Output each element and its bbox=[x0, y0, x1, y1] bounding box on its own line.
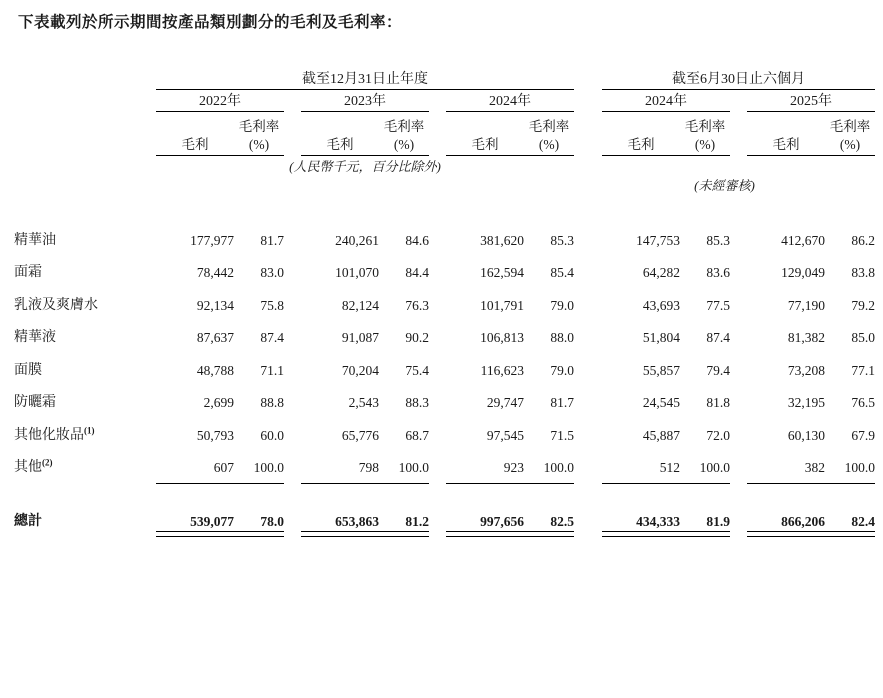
margin-label-line1: 毛利率 bbox=[684, 119, 726, 134]
cell-margin-2024: 79.0 bbox=[550, 362, 574, 378]
sub-header-margin-2024-interim bbox=[680, 118, 730, 154]
sub-header-gp-2024: 毛利 bbox=[471, 137, 499, 153]
table-row bbox=[14, 411, 875, 444]
cell-margin-2025-interim: 76.5 bbox=[851, 395, 875, 411]
cell-gp-2024: 116,623 bbox=[480, 362, 524, 378]
year-header-2022: 2022年 bbox=[199, 94, 241, 109]
cell-gp-2025-interim: 129,049 bbox=[781, 265, 825, 281]
cell-gp-2022: 78,442 bbox=[196, 265, 234, 281]
cell-gp-2022: 48,788 bbox=[196, 362, 234, 378]
unit-note: (人民幣千元，百分比除外) bbox=[289, 159, 441, 175]
cell-gp-2024-interim: 147,753 bbox=[636, 232, 680, 248]
year-header-2024: 2024年 bbox=[489, 94, 531, 109]
cell-margin-2023: 84.4 bbox=[405, 265, 429, 281]
cell-margin-2024: 88.0 bbox=[550, 330, 574, 346]
cell-margin-2024: 79.0 bbox=[550, 297, 574, 313]
cell-margin-2025-interim: 67.9 bbox=[851, 427, 875, 443]
cell-gp-2025-interim: 412,670 bbox=[781, 232, 825, 248]
cell-gp-2023: 240,261 bbox=[335, 232, 379, 248]
cell-margin-2023: 76.3 bbox=[405, 297, 429, 313]
row-label: 面膜 bbox=[14, 362, 42, 378]
row-label: 精華液 bbox=[14, 330, 56, 346]
cell-margin-2023: 100.0 bbox=[398, 460, 429, 476]
cell-gp-2022: 607 bbox=[213, 460, 234, 476]
year-header-row bbox=[14, 90, 875, 111]
table-row bbox=[14, 216, 875, 249]
sub-header-gp-2022: 毛利 bbox=[181, 137, 209, 153]
cell-gp-2023: 798 bbox=[358, 460, 379, 476]
unaudited-note: (未經審核) bbox=[694, 178, 755, 194]
cell-gp-2025-interim: 32,195 bbox=[787, 395, 825, 411]
sub-header-gp-2023: 毛利 bbox=[326, 137, 354, 153]
total-bottom-rule-row-3 bbox=[14, 535, 875, 537]
cell-gp-2024: 162,594 bbox=[480, 265, 524, 281]
cell-gp-2022: 50,793 bbox=[196, 427, 234, 443]
row-label: 其他化妝品$^{(1)}$ bbox=[14, 425, 95, 443]
rule-bottom2-gp-2023 bbox=[301, 535, 379, 537]
group-header-annual: 截至12月31日止年度 bbox=[302, 72, 428, 87]
cell-gp-2023: 101,070 bbox=[335, 265, 379, 281]
cell-gp-2023: 65,776 bbox=[341, 427, 379, 443]
cell-gp-2022: 2,699 bbox=[203, 395, 234, 411]
cell-gp-2024-interim: 55,857 bbox=[642, 362, 680, 378]
cell-gp-2024-interim: 45,887 bbox=[642, 427, 680, 443]
cell-gp-2023: 2,543 bbox=[348, 395, 379, 411]
group-header-row bbox=[14, 68, 875, 88]
cell-gp-2022: 92,134 bbox=[196, 297, 234, 313]
rule-bottom2-margin-2023 bbox=[379, 535, 429, 537]
cell-margin-2023: 84.6 bbox=[405, 232, 429, 248]
rule-bottom2-gp-2022 bbox=[156, 535, 234, 537]
total-margin-2023: 81.2 bbox=[405, 514, 429, 530]
rule-bottom2-margin-2024-interim bbox=[680, 535, 730, 537]
cell-gp-2024: 106,813 bbox=[480, 330, 524, 346]
row-label: 乳液及爽膚水 bbox=[14, 297, 98, 313]
table-row bbox=[14, 314, 875, 347]
margin-label-line1: 毛利率 bbox=[829, 119, 871, 134]
total-gp-2023: 653,863 bbox=[335, 514, 379, 530]
sub-header-row bbox=[14, 118, 875, 154]
table-row bbox=[14, 444, 875, 477]
group-header-interim: 截至6月30日止六個月 bbox=[672, 72, 805, 87]
cell-margin-2024: 81.7 bbox=[550, 395, 574, 411]
margin-label-line2: (%) bbox=[248, 137, 270, 153]
cell-margin-2025-interim: 85.0 bbox=[851, 330, 875, 346]
year-header-2025-interim: 2025年 bbox=[790, 94, 832, 109]
margin-label-line1: 毛利率 bbox=[383, 119, 425, 134]
table-row bbox=[14, 346, 875, 379]
margin-label-line2: (%) bbox=[694, 137, 716, 153]
spacer bbox=[14, 194, 875, 216]
row-label: 精華油 bbox=[14, 232, 56, 248]
cell-margin-2024-interim: 85.3 bbox=[706, 232, 730, 248]
cell-margin-2025-interim: 79.2 bbox=[851, 297, 875, 313]
cell-margin-2022: 60.0 bbox=[260, 427, 284, 443]
sub-header-gp-2025-interim: 毛利 bbox=[772, 137, 800, 153]
spacer bbox=[14, 484, 875, 497]
rule-bottom2-margin-2022 bbox=[234, 535, 284, 537]
cell-gp-2024-interim: 51,804 bbox=[642, 330, 680, 346]
cell-margin-2022: 75.8 bbox=[260, 297, 284, 313]
cell-gp-2024: 97,545 bbox=[486, 427, 524, 443]
total-margin-2025-interim: 82.4 bbox=[851, 514, 875, 530]
total-gp-2024: 997,656 bbox=[480, 514, 524, 530]
cell-gp-2023: 91,087 bbox=[341, 330, 379, 346]
rule-bottom2-gp-2025-interim bbox=[747, 535, 825, 537]
row-label: 面霜 bbox=[14, 265, 42, 281]
total-margin-2024-interim: 81.9 bbox=[706, 514, 730, 530]
total-margin-2022: 78.0 bbox=[260, 514, 284, 530]
rule-bottom2-gp-2024 bbox=[446, 535, 524, 537]
margin-label-line1: 毛利率 bbox=[528, 119, 570, 134]
rule-bottom2-gp-2024-interim bbox=[602, 535, 680, 537]
cell-margin-2023: 75.4 bbox=[405, 362, 429, 378]
cell-margin-2022: 87.4 bbox=[260, 330, 284, 346]
cell-margin-2022: 81.7 bbox=[260, 232, 284, 248]
margin-label-line2: (%) bbox=[839, 137, 861, 153]
unit-note-row bbox=[14, 156, 875, 176]
cell-gp-2024: 101,791 bbox=[480, 297, 524, 313]
cell-gp-2024-interim: 64,282 bbox=[642, 265, 680, 281]
cell-margin-2022: 100.0 bbox=[253, 460, 284, 476]
sub-header-gp-2024-interim: 毛利 bbox=[627, 137, 655, 153]
cell-gp-2023: 82,124 bbox=[341, 297, 379, 313]
sub-header-margin-2023 bbox=[379, 118, 429, 154]
cell-margin-2022: 83.0 bbox=[260, 265, 284, 281]
cell-gp-2025-interim: 382 bbox=[804, 460, 825, 476]
table-row bbox=[14, 379, 875, 412]
cell-gp-2024: 923 bbox=[503, 460, 524, 476]
cell-margin-2024: 100.0 bbox=[543, 460, 574, 476]
cell-margin-2024: 71.5 bbox=[550, 427, 574, 443]
cell-gp-2024-interim: 24,545 bbox=[642, 395, 680, 411]
cell-margin-2024-interim: 81.8 bbox=[706, 395, 730, 411]
cell-margin-2023: 88.3 bbox=[405, 395, 429, 411]
intro-paragraph: 下表載列於所示期間按產品類別劃分的毛利及毛利率： bbox=[18, 14, 403, 31]
cell-margin-2023: 90.2 bbox=[405, 330, 429, 346]
cell-gp-2023: 70,204 bbox=[341, 362, 379, 378]
cell-gp-2022: 87,637 bbox=[196, 330, 234, 346]
cell-gp-2022: 177,977 bbox=[190, 232, 234, 248]
cell-margin-2025-interim: 100.0 bbox=[844, 460, 875, 476]
margin-label-line2: (%) bbox=[538, 137, 560, 153]
total-margin-2024: 82.5 bbox=[550, 514, 574, 530]
total-label: 總計 bbox=[14, 514, 42, 530]
total-gp-2024-interim: 434,333 bbox=[636, 514, 680, 530]
total-gp-2025-interim: 866,206 bbox=[781, 514, 825, 530]
cell-gp-2024: 381,620 bbox=[480, 232, 524, 248]
sub-header-margin-2022 bbox=[234, 118, 284, 154]
cell-margin-2024-interim: 87.4 bbox=[706, 330, 730, 346]
unaudited-note-row bbox=[14, 175, 875, 194]
table-row bbox=[14, 249, 875, 282]
cell-margin-2024-interim: 77.5 bbox=[706, 297, 730, 313]
cell-margin-2024: 85.3 bbox=[550, 232, 574, 248]
table-total-row bbox=[14, 496, 875, 530]
sub-header-margin-2025-interim bbox=[825, 118, 875, 154]
cell-margin-2022: 71.1 bbox=[260, 362, 284, 378]
cell-gp-2025-interim: 60,130 bbox=[787, 427, 825, 443]
rule-bottom2-margin-2025-interim bbox=[825, 535, 875, 537]
cell-gp-2024-interim: 43,693 bbox=[642, 297, 680, 313]
cell-margin-2024: 85.4 bbox=[550, 265, 574, 281]
cell-margin-2025-interim: 83.8 bbox=[851, 265, 875, 281]
cell-gp-2024: 29,747 bbox=[486, 395, 524, 411]
cell-margin-2023: 68.7 bbox=[405, 427, 429, 443]
gross-profit-table bbox=[14, 68, 875, 537]
row-label: 其他$^{(2)}$ bbox=[14, 457, 53, 476]
cell-gp-2025-interim: 77,190 bbox=[787, 297, 825, 313]
cell-gp-2024-interim: 512 bbox=[659, 460, 680, 476]
cell-margin-2024-interim: 100.0 bbox=[699, 460, 730, 476]
cell-gp-2025-interim: 73,208 bbox=[787, 362, 825, 378]
margin-label-line1: 毛利率 bbox=[238, 119, 280, 134]
year-header-2023: 2023年 bbox=[344, 94, 386, 109]
cell-margin-2024-interim: 79.4 bbox=[706, 362, 730, 378]
year-header-2024-interim: 2024年 bbox=[645, 94, 687, 109]
sub-header-margin-2024 bbox=[524, 118, 574, 154]
total-gp-2022: 539,077 bbox=[190, 514, 234, 530]
row-label: 防曬霜 bbox=[14, 395, 56, 411]
cell-margin-2025-interim: 77.1 bbox=[851, 362, 875, 378]
table-row bbox=[14, 281, 875, 314]
cell-margin-2024-interim: 72.0 bbox=[706, 427, 730, 443]
cell-margin-2022: 88.8 bbox=[260, 395, 284, 411]
cell-margin-2025-interim: 86.2 bbox=[851, 232, 875, 248]
cell-margin-2024-interim: 83.6 bbox=[706, 265, 730, 281]
rule-bottom2-margin-2024 bbox=[524, 535, 574, 537]
margin-label-line2: (%) bbox=[393, 137, 415, 153]
cell-gp-2025-interim: 81,382 bbox=[787, 330, 825, 346]
